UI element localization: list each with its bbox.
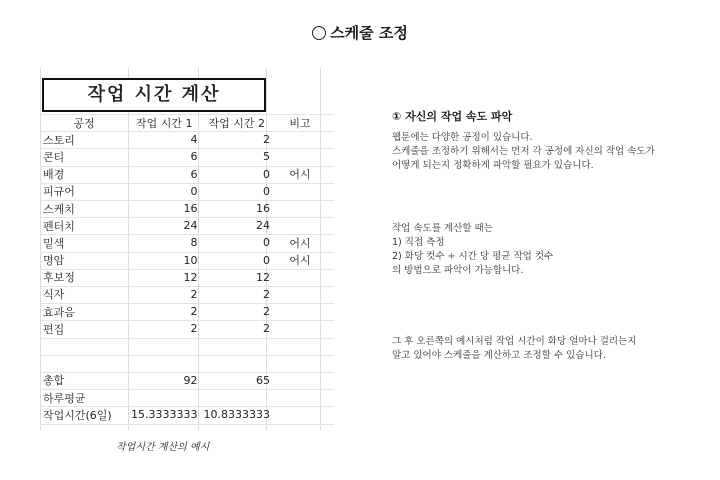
table-cell: [200, 389, 272, 406]
info-paragraph-1: 웹툰에는 다양한 공정이 있습니다. 스케줄을 조정하기 위해서는 먼저 각 공정에 자신의 작업 속도가 어떻게 되는지 정확하게 파악할 필요가 있습니다.: [392, 132, 655, 171]
table-cell: 스토리: [43, 133, 75, 147]
table-cell: [200, 355, 272, 372]
table-row: [40, 217, 327, 234]
table-cell: [273, 269, 327, 286]
table-cell: 15.3333333: [131, 408, 198, 422]
table-cell: 2: [262, 133, 270, 147]
work-time-table: [40, 114, 327, 423]
table-cell: [40, 355, 128, 372]
table-cell: 피규어: [43, 185, 75, 199]
table-cell: [273, 372, 327, 389]
column-header: 비고: [289, 116, 311, 130]
table-cell: [273, 217, 327, 234]
table-cell: 8: [190, 236, 198, 250]
table-row: [40, 148, 327, 165]
table-cell: [273, 406, 327, 423]
table-cell: 어시: [289, 168, 311, 182]
circle-icon: [312, 26, 326, 40]
sheet-title: 작업 시간 계산: [42, 78, 266, 112]
table-cell: [128, 389, 200, 406]
table-cell: [273, 337, 327, 354]
info-paragraph-2: 작업 속도를 계산할 때는 1) 직접 측정 2) 화당 컷수 ÷ 시간 당 평균 작업 컷수 의 방법으로 파악이 가능합니다.: [392, 223, 554, 276]
section-heading: ① 자신의 작업 속도 파악: [392, 110, 513, 123]
table-row: [40, 166, 327, 183]
page-title-wrap: [0, 22, 720, 44]
table-row: [40, 131, 327, 148]
table-cell: [273, 303, 327, 320]
table-cell: 어시: [289, 236, 311, 250]
table-cell: 2: [190, 305, 198, 319]
table-cell: 12: [255, 270, 270, 284]
table-row: [40, 372, 327, 389]
table-cell: 작업시간(6일): [43, 408, 112, 422]
table-cell: 24: [255, 219, 270, 233]
table-cell: [128, 337, 200, 354]
table-cell: [40, 337, 128, 354]
table-cell: 배경: [43, 168, 65, 182]
column-header: 작업 시간 1: [135, 116, 193, 130]
table-cell: 2: [262, 287, 270, 301]
column-header: 작업 시간 2: [208, 116, 265, 130]
table-row: [40, 234, 327, 251]
table-cell: 0: [262, 236, 270, 250]
table-cell: 16: [255, 202, 270, 216]
table-cell: [273, 286, 327, 303]
table-cell: 명암: [43, 254, 65, 268]
table-cell: [128, 355, 200, 372]
table-header-row: [40, 114, 327, 131]
table-row: [40, 337, 327, 354]
table-cell: 2: [262, 305, 270, 319]
table-cell: 2: [190, 322, 198, 336]
table-cell: [273, 200, 327, 217]
table-cell: 어시: [289, 254, 311, 268]
column-header: 공정: [73, 116, 95, 130]
table-cell: 총합: [43, 374, 65, 388]
table-row: [40, 286, 327, 303]
table-cell: 편집: [43, 322, 65, 336]
table-cell: 24: [183, 219, 198, 233]
table-cell: 4: [190, 133, 198, 147]
table-cell: [273, 148, 327, 165]
grid-line: [40, 424, 334, 425]
table-cell: [200, 337, 272, 354]
table-cell: 2: [190, 287, 198, 301]
table-cell: 0: [190, 184, 198, 198]
page-title-text: 스케줄 조정: [330, 24, 408, 42]
table-cell: 0: [262, 167, 270, 181]
table-cell: 스케치: [43, 202, 75, 216]
table-cell: 92: [183, 373, 198, 387]
table-row: [40, 320, 327, 337]
table-cell: [273, 131, 327, 148]
table-cell: 하루평균: [43, 391, 86, 405]
table-row: [40, 252, 327, 269]
table-cell: 65: [255, 373, 270, 387]
table-cell: 6: [190, 150, 198, 164]
spreadsheet: [40, 68, 334, 430]
table-cell: 16: [183, 202, 198, 216]
table-cell: 10: [183, 253, 198, 267]
table-cell: [273, 320, 327, 337]
table-row: [40, 355, 327, 372]
table-row: [40, 406, 327, 423]
table-row: [40, 303, 327, 320]
page-title: [312, 22, 408, 43]
table-row: [40, 200, 327, 217]
table-cell: 0: [262, 253, 270, 267]
table-cell: 10.8333333: [203, 408, 270, 422]
table-row: [40, 183, 327, 200]
table-cell: 식자: [43, 288, 65, 302]
table-cell: 펜터치: [43, 219, 75, 233]
table-cell: 효과음: [43, 305, 75, 319]
info-paragraph-3: 그 후 오른쪽의 예시처럼 작업 시간이 화당 얼마나 걸리는지 알고 있어야 스케줄을 계산하고 조정할 수 있습니다.: [392, 336, 637, 361]
table-cell: 12: [183, 270, 198, 284]
table-cell: 2: [262, 322, 270, 336]
sheet-caption: 작업시간 계산의 예시: [116, 442, 210, 453]
table-row: [40, 269, 327, 286]
table-cell: 후보정: [43, 271, 75, 285]
table-row: [40, 389, 327, 406]
table-cell: 5: [262, 150, 270, 164]
table-cell: [273, 389, 327, 406]
table-cell: 0: [262, 184, 270, 198]
table-cell: [273, 355, 327, 372]
table-cell: 콘티: [43, 150, 65, 164]
table-cell: 밑색: [43, 236, 65, 250]
table-cell: [273, 183, 327, 200]
table-cell: 6: [190, 167, 198, 181]
